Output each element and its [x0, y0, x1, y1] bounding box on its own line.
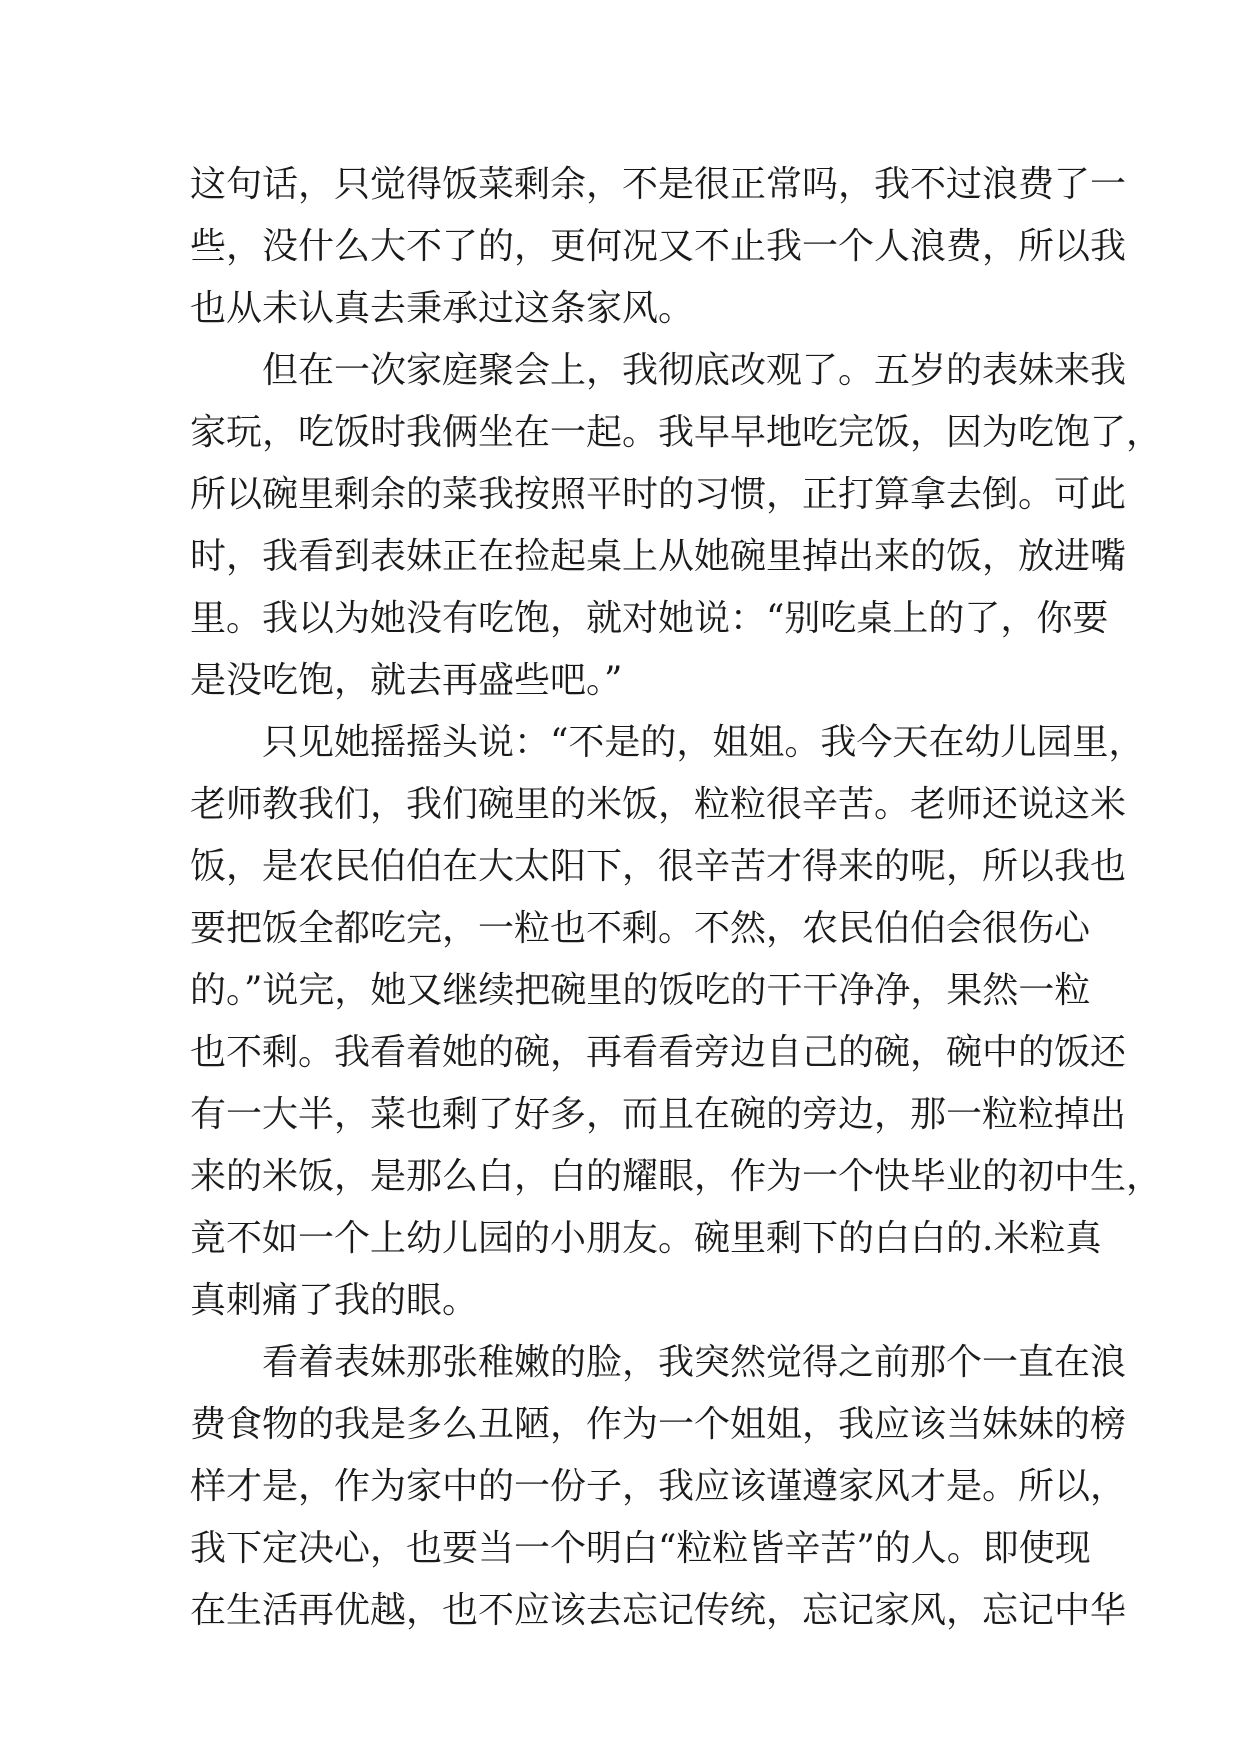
text-line: 里。我以为她没有吃饱，就对她说：“别吃桌上的了，你要 — [190, 598, 1109, 639]
body-text — [190, 154, 1163, 1642]
text-line: 所以碗里剩余的菜我按照平时的习惯，正打算拿去倒。可此 — [190, 474, 1127, 515]
text-line: 只见她摇摇头说：“不是的，姐姐。我今天在幼儿园里， — [262, 722, 1145, 763]
text-line: 这句话，只觉得饭菜剩余，不是很正常吗，我不过浪费了一 — [190, 164, 1127, 205]
text-line: 费食物的我是多么丑陋，作为一个姐姐，我应该当妹妹的榜 — [190, 1404, 1127, 1445]
text-line: 在生活再优越，也不应该去忘记传统，忘记家风，忘记中华 — [190, 1590, 1127, 1631]
text-line: 的。”说完，她又继续把碗里的饭吃的干干净净，果然一粒 — [190, 970, 1091, 1011]
text-line: 老师教我们，我们碗里的米饭，粒粒很辛苦。老师还说这米 — [190, 784, 1127, 825]
text-line: 些，没什么大不了的，更何况又不止我一个人浪费，所以我 — [190, 226, 1127, 267]
text-line: 饭，是农民伯伯在大太阳下，很辛苦才得来的呢，所以我也 — [190, 846, 1127, 887]
text-line: 来的米饭，是那么白，白的耀眼，作为一个快毕业的初中生， — [190, 1156, 1163, 1197]
text-line: 看着表妹那张稚嫩的脸，我突然觉得之前那个一直在浪 — [262, 1342, 1127, 1383]
text-line: 竟不如一个上幼儿园的小朋友。碗里剩下的白白的.米粒真 — [190, 1218, 1102, 1259]
text-line: 要把饭全都吃完，一粒也不剩。不然，农民伯伯会很伤心 — [190, 908, 1091, 949]
text-line: 家玩，吃饭时我俩坐在一起。我早早地吃完饭，因为吃饱了， — [190, 412, 1163, 453]
text-line: 我下定决心，也要当一个明白“粒粒皆辛苦”的人。即使现 — [190, 1528, 1091, 1569]
text-line: 时，我看到表妹正在捡起桌上从她碗里掉出来的饭，放进嘴 — [190, 536, 1127, 577]
text-line: 也从未认真去秉承过这条家风。 — [190, 288, 695, 329]
text-line: 有一大半，菜也剩了好多，而且在碗的旁边，那一粒粒掉出 — [190, 1094, 1127, 1135]
text-line: 是没吃饱，就去再盛些吧。” — [190, 660, 623, 701]
text-line: 样才是，作为家中的一份子，我应该谨遵家风才是。所以， — [190, 1466, 1127, 1507]
text-line: 但在一次家庭聚会上，我彻底改观了。五岁的表妹来我 — [262, 350, 1127, 391]
text-line: 真刺痛了我的眼。 — [190, 1280, 479, 1321]
text-line: 也不剩。我看着她的碗，再看看旁边自己的碗，碗中的饭还 — [190, 1032, 1127, 1073]
